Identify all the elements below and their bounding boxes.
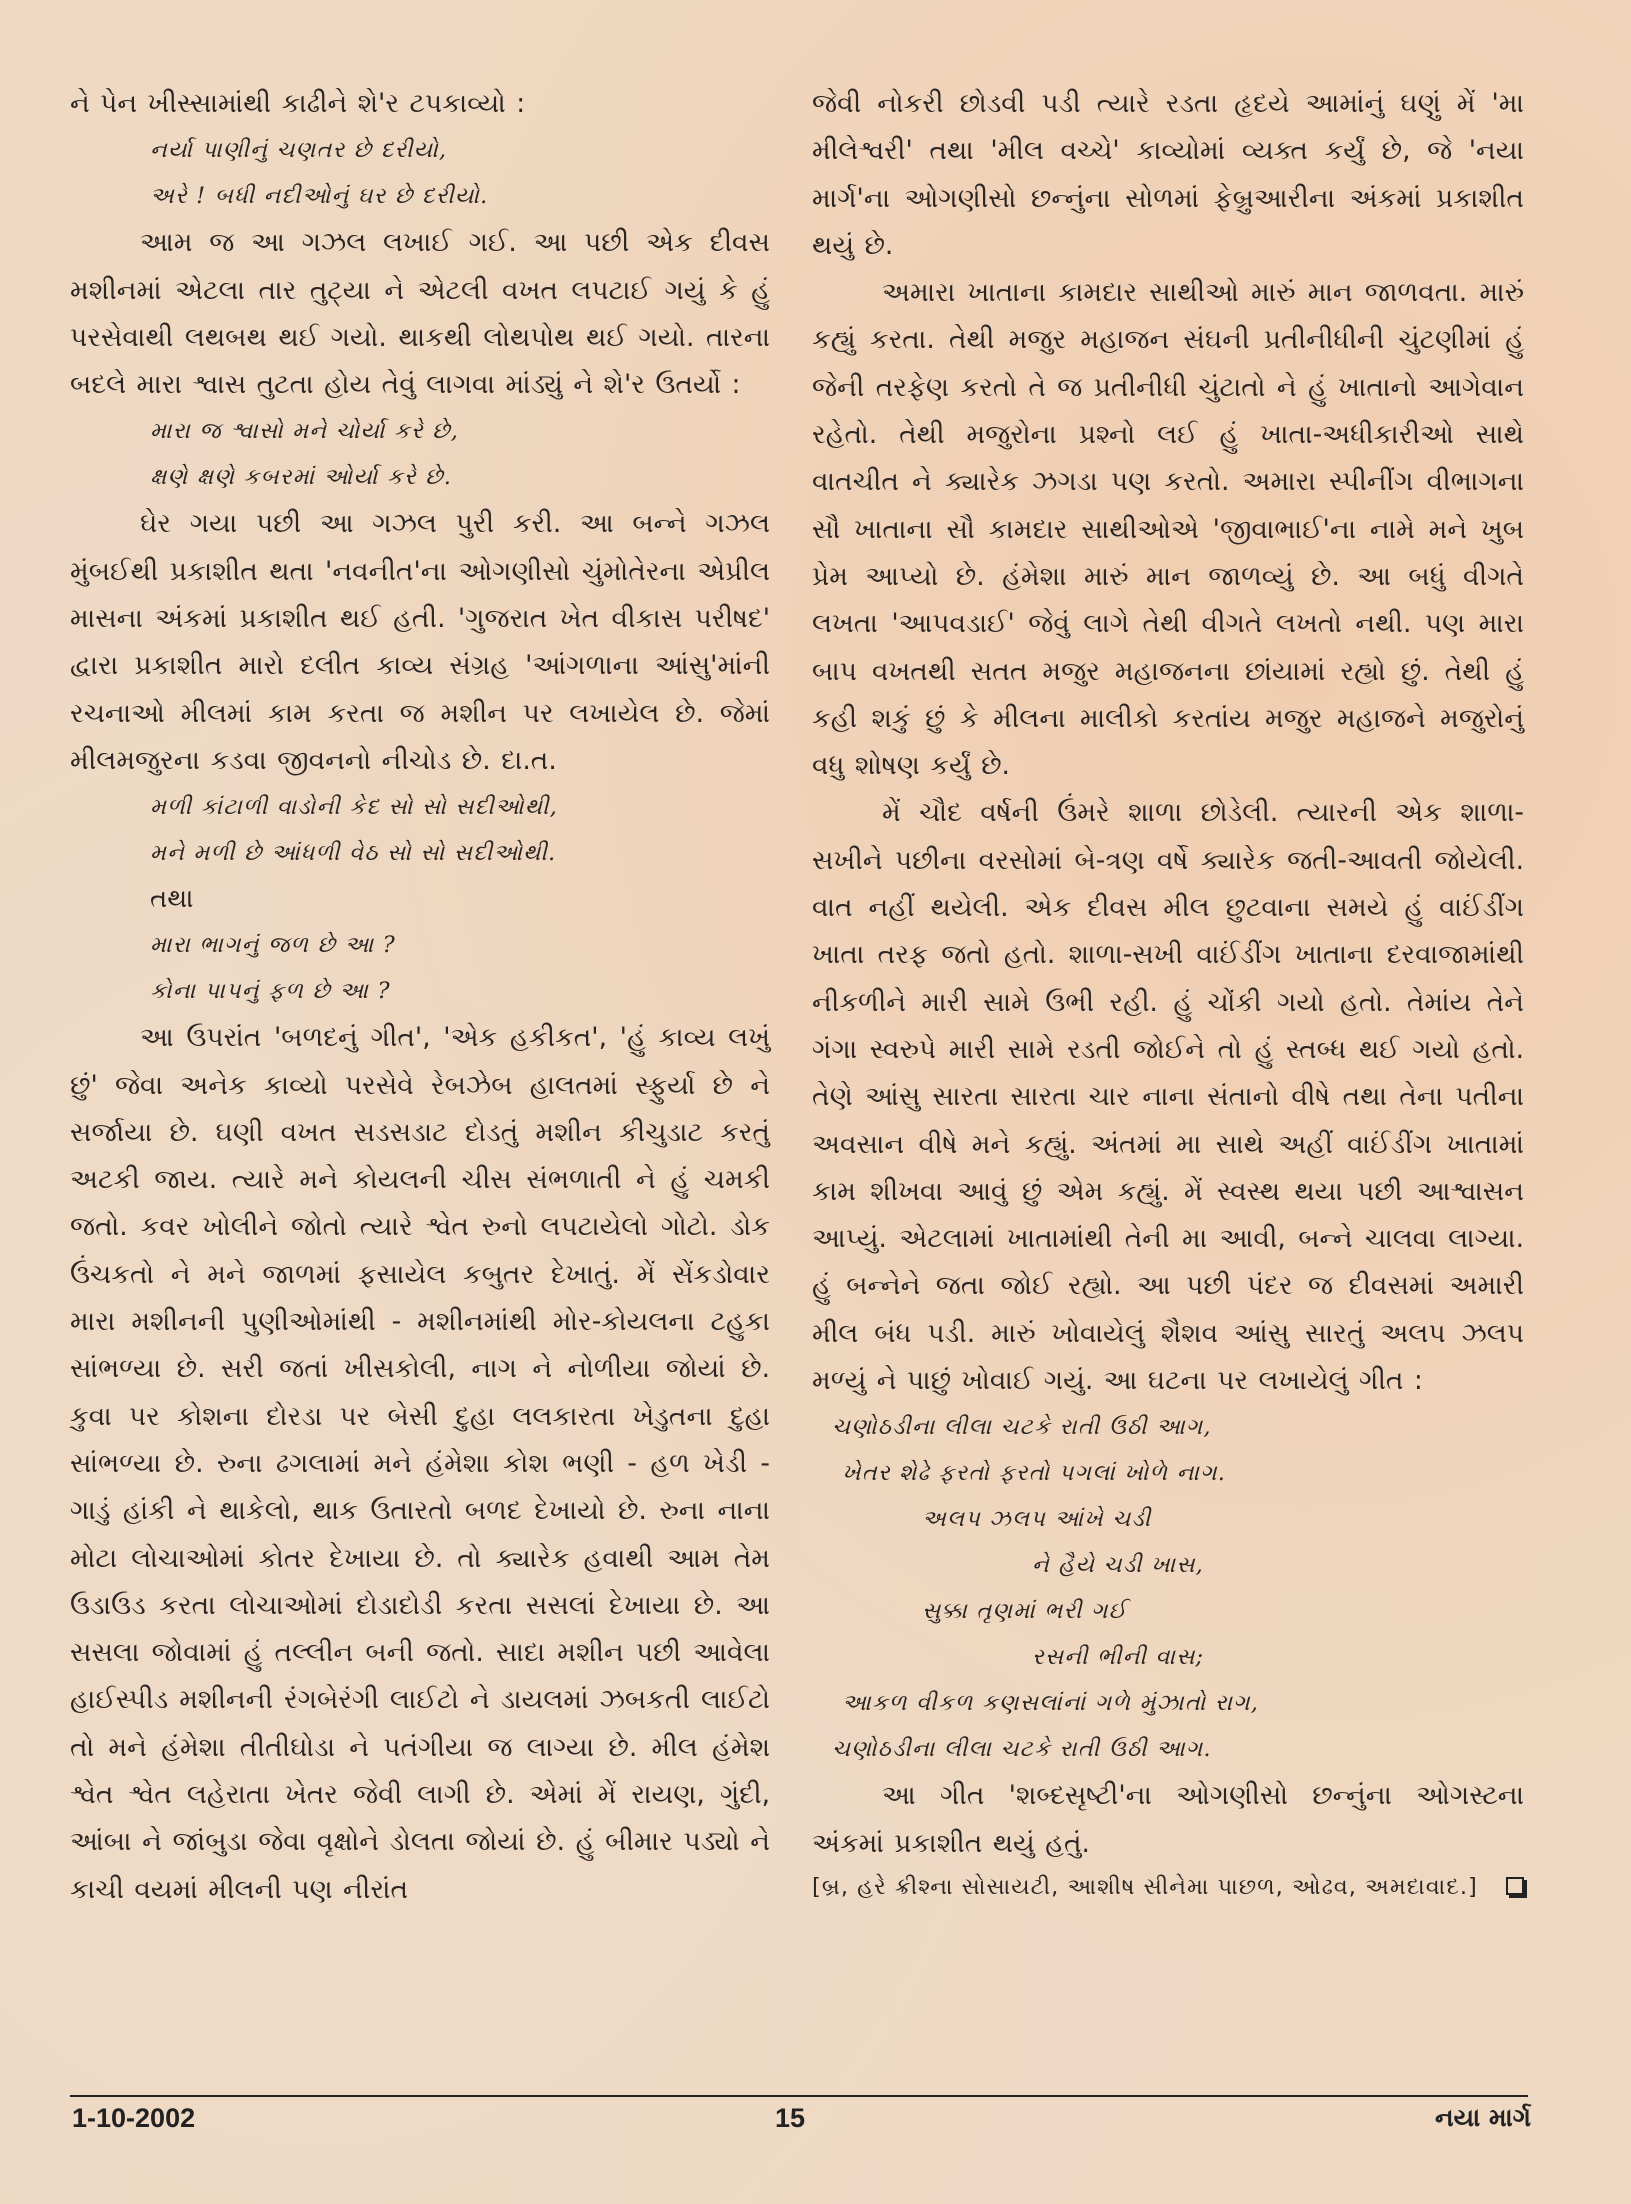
song-line: રસની ભીની વાસ; [1032,1644,1205,1671]
page-number: 15 [775,2103,806,2133]
left-paragraph-1: ને પેન ખીસ્સામાંથી કાઢીને શે'ર ટપકાવ્યો : [70,88,526,119]
right-paragraph-2: અમારા ખાતાના કામદાર સાથીઓ મારું માન જાળવતા. મારું કહ્યું કરતા. તેથી મજુર મહાજન સંઘની પ્રતીનીધીની ચુંટણીમાં હું જેની તરફેણ કરતો તે જ પ્રતીનીધી ચુંટાતો ને હું ખાતાનો આગેવાન રહેતો. તેથી મજુરોના પ્રશ્નો લઈ હું ખાતા-અધીકારીઓ સાથે વાતચીત ને ક્યારેક ઝગડા પણ કરતો. અમારા સ્પીનીંગ વીભાગના સૌ ખાતાના સૌ કામદાર સાથીઓએ 'જીવાભાઈ'ના નામે મને ખુબ પ્રેમ આપ્યો છે. હંમેશા મારું માન જાળવ્યું છે. આ બધું વીગતે લખતા 'આપવડાઈ' જેવું લાગે તેથી વીગતે લખતો નથી. પણ મારા બાપ વખતથી સતત મજુર મહાજનના છાંયામાં રહ્યો છું. તેથી હું કહી શકું છું કે મીલના માલીકો કરતાંય મજુર મહાજને મજુરોનું વધુ શોષણ કર્યું છે. [812,277,1524,782]
issue-date: 1-10-2002 [72,2103,196,2133]
left-column [70,80,770,1913]
address-text: [બ્ર, હરે ક્રીશ્ના સોસાયટી, આશીષ સીનેમા પાછળ, ઓઢવ, અમદાવાદ.] [812,1873,1478,1900]
poem-line: ક્ષણે ક્ષણે કબરમાં ઓર્યા કરે છે. [150,464,453,491]
song-line: ખેતર શેઢે ફરતો ફરતો પગલાં ખોળે નાગ. [842,1460,1227,1487]
poem-line: મારા જ શ્વાસો મને ચોર્યા કરે છે, [150,418,460,445]
poem-line: કોના પાપનું ફળ છે આ ? [150,978,391,1005]
right-column [812,80,1524,1907]
poem-line: નર્યા પાણીનું ચણતર છે દરીયો, [150,137,448,164]
poem-couplet-2 [70,408,770,500]
conjunction-text: તથા [150,884,194,915]
end-of-article-mark-icon [1506,1877,1524,1895]
footer-rule [70,2095,1528,2097]
left-paragraph-4: આ ઉપરાંત 'બળદનું ગીત', 'એક હકીકત', 'હું કાવ્ય લખું છું' જેવા અનેક કાવ્યો પરસેવે રેબઝેબ હાલતમાં સ્ફુર્યા છે ને સર્જાયા છે. ઘણી વખત સડસડાટ દોડતું મશીન કીચુડાટ કરતું અટકી જાય. ત્યારે મને કોયલની ચીસ સંભળાતી ને હું ચમકી જતો. કવર ખોલીને જોતો ત્યારે શ્વેત રુનો લપટાયેલો ગોટો. ડોક ઉંચકતો ને મને જાળમાં ફસાયેલ કબુતર દેખાતું. મેં સેંકડોવાર મારા મશીનની પુણીઓમાંથી - મશીનમાંથી મોર-કોયલના ટહુકા સાંભળ્યા છે. સરી જતાં ખીસકોલી, નાગ ને નોળીયા જોયાં છે. કુવા પર કોશના દોરડા પર બેસી દુહા લલકારતા ખેડુતના દુહા સાંભળ્યા છે. રુના ઢગલામાં મને હંમેશા કોશ ભણી - હળ ખેડી - ગાડું હાંકી ને થાકેલો, થાક ઉતારતો બળદ દેખાયો છે. રુના નાના મોટા લોચાઓમાં કોતર દેખાયા છે. તો ક્યારેક હવાથી આમ તેમ ઉડાઉડ કરતા લોચાઓમાં દોડાદોડી કરતા સસલાં દેખાયા છે. આ સસલા જોવામાં હું તલ્લીન બની જતો. સાદા મશીન પછી આવેલા હાઈસ્પીડ મશીનની રંગબેરંગી લાઈટો ને ડાયલમાં ઝબકતી લાઈટો તો મને હંમેશા તીતીઘોડા ને પતંગીયા જ લાગ્યા છે. મીલ હંમેશ શ્વેત શ્વેત લહેરાતા ખેતર જેવી લાગી છે. એમાં મેં રાયણ, ગુંદી, આંબા ને જાંબુડા જેવા વૃક્ષોને ડોલતા જોયાં છે. હું બીમાર પડ્યો ને કાચી વયમાં મીલની પણ નીરાંત [70,1022,770,1905]
song-line: સુક્કા તૃણમાં ભરી ગઈ [922,1598,1128,1625]
song-line: આકળ વીકળ કણસલાંનાં ગળે મુંઝાતો રાગ, [842,1690,1260,1717]
poem-couplet-4 [70,922,770,1014]
left-paragraph-3: ઘેર ગયા પછી આ ગઝલ પુરી કરી. આ બન્ને ગઝલ મુંબઈથી પ્રકાશીત થતા 'નવનીત'ના ઓગણીસો ચુંમોતેરના એપ્રીલ માસના અંકમાં પ્રકાશીત થઈ હતી. 'ગુજરાત ખેત વીકાસ પરીષદ' દ્વારા પ્રકાશીત મારો દલીત કાવ્ય સંગ્રહ 'આંગળાના આંસુ'માંની રચનાઓ મીલમાં કામ કરતા જ મશીન પર લખાયેલ છે. જેમાં મીલમજુરના કડવા જીવનનો નીચોડ છે. દા.ત. [70,508,770,776]
right-paragraph-1: જેવી નોકરી છોડવી પડી ત્યારે રડતા હૃદયે આમાંનું ઘણું મેં 'મા મીલેશ્વરી' તથા 'મીલ વચ્ચે' કાવ્યોમાં વ્યક્ત કર્યું છે, જે 'નયા માર્ગ'ના ઓગણીસો છન્નુંના સોળમાં ફેબ્રુઆરીના અંકમાં પ્રકાશીત થયું છે. [812,88,1524,261]
poem-couplet-3 [70,784,770,876]
magazine-title: નયા માર્ગ [1435,2103,1531,2132]
poem-line: અરે ! બધી નદીઓનું ઘર છે દરીયો. [150,183,489,210]
left-paragraph-2: આમ જ આ ગઝલ લખાઈ ગઈ. આ પછી એક દીવસ મશીનમાં એટલા તાર તુટ્યા ને એટલી વખત લપટાઈ ગયું કે હું પરસેવાથી લથબથ થઈ ગયો. થાકથી લોથપોથ થઈ ગયો. તારના બદલે મારા શ્વાસ તુટતા હોય તેવું લાગવા માંડ્યું ને શે'ર ઉતર્યો : [70,227,770,401]
right-paragraph-3: મેં ચૌદ વર્ષની ઉંમરે શાળા છોડેલી. ત્યારની એક શાળા-સખીને પછીના વરસોમાં બે-ત્રણ વર્ષે ક્યારેક જતી-આવતી જોયેલી. વાત નહીં થયેલી. એક દીવસ મીલ છુટવાના સમયે હું વાઈંડીંગ ખાતા તરફ જતો હતો. શાળા-સખી વાઈંડીંગ ખાતાના દરવાજામાંથી નીકળીને મારી સામે ઉભી રહી. હું ચોંકી ગયો હતો. તેમાંય તેને ગંગા સ્વરુપે મારી સામે રડતી જોઈને તો હું સ્તબ્ધ થઈ ગયો હતો. તેણે આંસુ સારતા સારતા ચાર નાના સંતાનો વીષે તથા તેના પતીના અવસાન વીષે મને કહ્યું. અંતમાં મા સાથે અહીં વાઈંડીંગ ખાતામાં કામ શીખવા આવું છું એમ કહ્યું. મેં સ્વસ્થ થયા પછી આશ્વાસન આપ્યું. એટલામાં ખાતામાંથી તેની મા આવી, બન્ને ચાલવા લાગ્યા. હું બન્નેને જતા જોઈ રહ્યો. આ પછી પંદર જ દીવસમાં અમારી મીલ બંધ પડી. મારું ખોવાયેલું શૈશવ આંસુ સારતું અલપ ઝલપ મળ્યું ને પાછું ખોવાઈ ગયું. આ ઘટના પર લખાયેલું ગીત : [812,797,1524,1397]
poem-line: મળી કાંટાળી વાડોની કેદ સો સો સદીઓથી, [150,794,558,821]
song-block [812,1404,1524,1772]
song-line: ચણોઠડીના લીલા ચટકે રાતી ઉઠી આગ, [832,1414,1212,1441]
right-paragraph-4: આ ગીત 'શબ્દસૃષ્ટી'ના ઓગણીસો છન્નુંના ઓગસ્ટના અંકમાં પ્રકાશીત થયું હતું. [812,1780,1524,1859]
song-line: ને હૈયે ચડી ખાસ, [1032,1552,1205,1579]
poem-line: મારા ભાગનું જળ છે આ ? [150,932,396,959]
song-line: ચણોઠડીના લીલા ચટકે રાતી ઉઠી આગ. [832,1736,1212,1763]
poem-line: મને મળી છે આંધળી વેઠ સો સો સદીઓથી. [150,840,557,867]
author-address-footnote [812,1867,1524,1907]
poem-couplet-1 [70,127,770,219]
song-line: અલપ ઝલપ આંખે ચડી [922,1506,1152,1533]
